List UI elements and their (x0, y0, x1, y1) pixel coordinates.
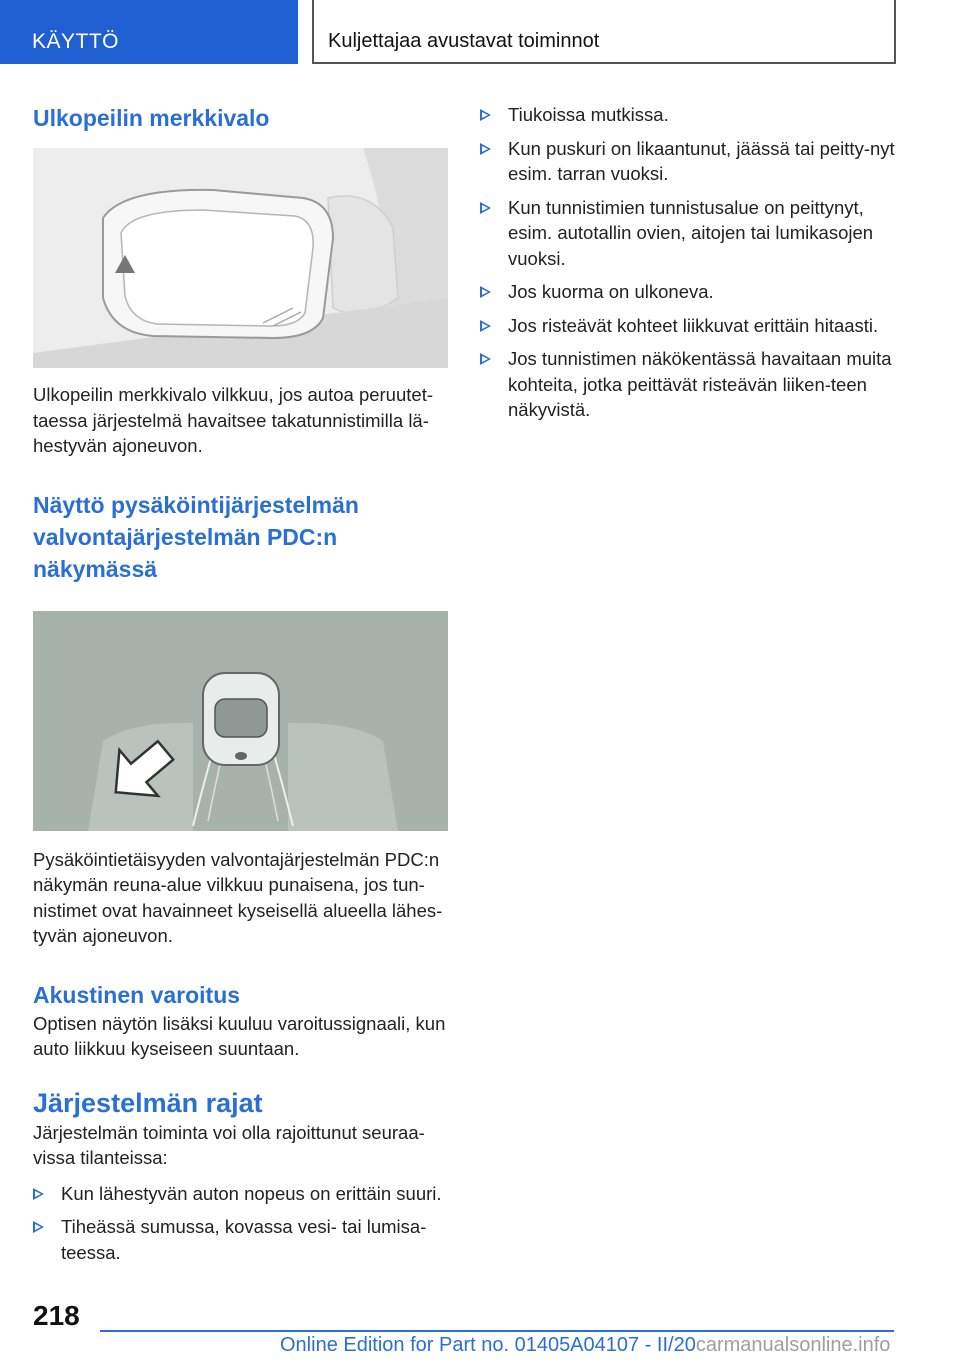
triangle-bullet-icon (480, 202, 491, 214)
limits-list-left (33, 1181, 448, 1266)
heading-system-limits: Järjestelmän rajat (33, 1087, 263, 1118)
triangle-bullet-icon (33, 1188, 44, 1200)
footer-edition-label: Online Edition for Part no. 01405A04107 - II/20 (280, 1334, 696, 1356)
list-item: Jos tunnistimen näkökentässä havaitaan muita kohteita, jotka peittävät risteävän liiken-teen näkyvistä. (480, 346, 900, 423)
mirror-image (33, 148, 448, 368)
list-item: Jos risteävät kohteet liikkuvat erittäin hitaasti. (480, 313, 900, 339)
page-number: 218 (33, 1300, 80, 1331)
header-section (0, 0, 298, 64)
pdc-image (33, 611, 448, 831)
triangle-bullet-icon (33, 1221, 44, 1233)
paragraph-acoustic: Optisen näytön lisäksi kuuluu varoitussignaali, kun auto liikkuu kyseiseen suuntaan. (33, 1012, 446, 1059)
paragraph-pdc: Pysäköintietäisyyden valvontajärjestelmän PDC:n näkymän reuna-alue vilkkuu punaisena, jos tun-nistimet ovat havainneet kyseisellä alueella lähes-tyvän ajoneuvon. (33, 848, 443, 946)
footer-watermark: carmanualsonline.info (695, 1334, 891, 1356)
left-column (33, 102, 448, 1273)
list-item: Kun tunnistimien tunnistusalue on peittynyt, esim. autotallin ovien, aitojen tai lumikasojen vuoksi. (480, 195, 900, 272)
triangle-bullet-icon (480, 109, 491, 121)
heading-pdc-view: Näyttö pysäköintijärjestelmän valvontajärjestelmän PDC:n näkymässä (33, 491, 359, 582)
header-chapter (312, 0, 896, 64)
limits-list-right (480, 102, 900, 423)
heading-acoustic-warning: Akustinen varoitus (33, 981, 241, 1008)
footer-divider (100, 1330, 894, 1332)
list-item: Tiheässä sumussa, kovassa vesi- tai lumisa-teessa. (33, 1214, 448, 1265)
triangle-bullet-icon (480, 286, 491, 298)
list-item: Jos kuorma on ulkoneva. (480, 279, 900, 305)
list-item: Tiukoissa mutkissa. (480, 102, 900, 128)
triangle-bullet-icon (480, 320, 491, 332)
footer-edition (280, 1334, 890, 1357)
triangle-bullet-icon (480, 143, 491, 155)
list-item: Kun lähestyvän auton nopeus on erittäin suuri. (33, 1181, 448, 1207)
heading-mirror-indicator: Ulkopeilin merkkivalo (33, 105, 270, 131)
list-item: Kun puskuri on likaantunut, jäässä tai peitty-nyt esim. tarran vuoksi. (480, 136, 900, 187)
mirror-illustration (33, 148, 448, 368)
header-section-label: KÄYTTÖ (32, 30, 120, 53)
triangle-bullet-icon (480, 353, 491, 365)
pdc-illustration (33, 611, 448, 831)
header-chapter-label: Kuljettajaa avustavat toiminnot (328, 30, 600, 52)
paragraph-mirror: Ulkopeilin merkkivalo vilkkuu, jos autoa peruutet-taessa järjestelmä havaitsee takatunnistimilla lä-hestyvän ajoneuvon. (33, 384, 433, 456)
paragraph-limits: Järjestelmän toiminta voi olla rajoittunut seuraa-vissa tilanteissa: (33, 1121, 425, 1168)
right-column (480, 102, 900, 431)
